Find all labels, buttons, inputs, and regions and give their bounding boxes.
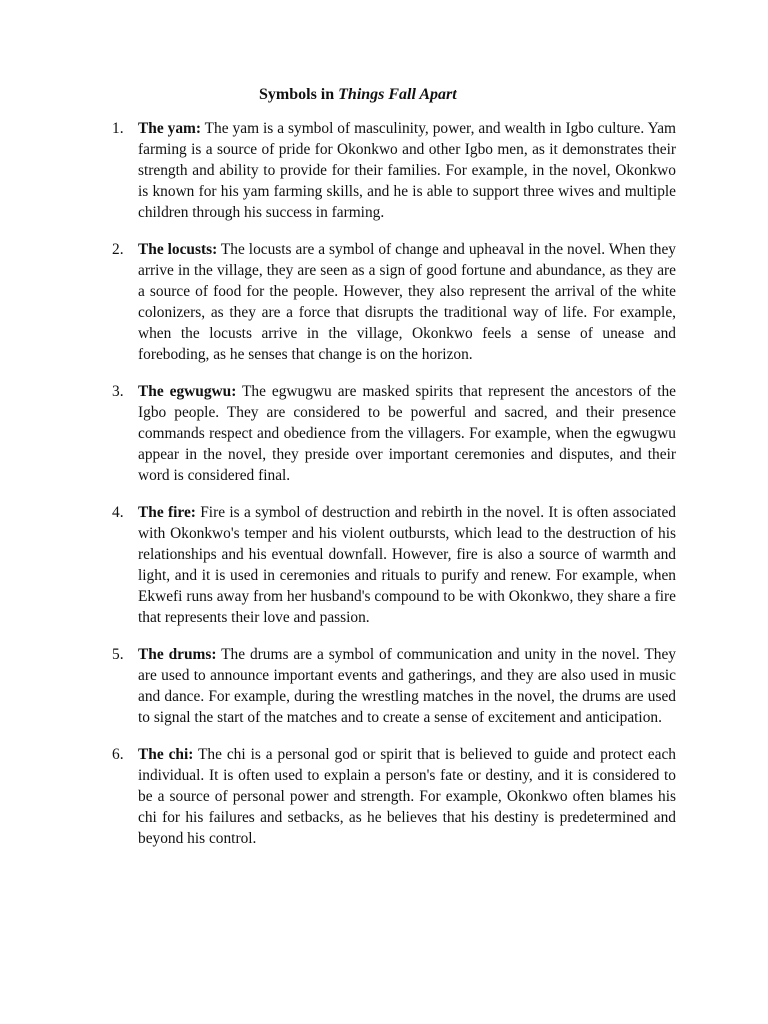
document-title <box>259 85 457 105</box>
list-item <box>0 239 768 365</box>
item-text: The drums are a symbol of communication and unity in the novel. They are used to announce important events and gatherings, and they are also used in music and dance. For example, during the wrestling matches in the novel, the drums are used to signal the start of the matches and to create a sense of excitement and anticipation. <box>138 646 676 726</box>
list-item <box>0 502 768 628</box>
item-heading: The egwugwu: <box>138 383 237 400</box>
symbol-list <box>0 118 768 865</box>
title-prefix: Symbols in <box>259 86 339 103</box>
item-text: The chi is a personal god or spirit that is believed to guide and protect each individual. It is often used to explain a person's fate or destiny, and it is considered to be a source of personal power and strength. For example, Okonkwo often blames his chi for his failures and setbacks, as he believes that his destiny is predetermined and beyond his control. <box>138 746 676 847</box>
item-text: The egwugwu are masked spirits that represent the ancestors of the Igbo people. They are considered to be powerful and sacred, and their presence commands respect and obedience from the villagers. For example, when the egwugwu appear in the novel, they preside over important ceremonies and disputes, and their word is considered final. <box>138 383 677 484</box>
item-text: The locusts are a symbol of change and upheaval in the novel. When they arrive in the village, they are seen as a sign of good fortune and abundance, as they are a source of food for the people. However, they also represent the arrival of the white colonizers, as they are a force that disrupts the traditional way of life. For example, when the locusts arrive in the village, Okonkwo feels a sense of unease and foreboding, as he senses that change is on the horizon. <box>138 241 676 363</box>
item-heading: The fire: <box>138 504 196 521</box>
item-number: 3. <box>112 383 124 400</box>
item-heading: The locusts: <box>138 241 218 258</box>
item-number: 6. <box>112 746 124 763</box>
item-number: 2. <box>112 241 124 258</box>
item-heading: The chi: <box>138 746 194 763</box>
list-item <box>0 381 768 486</box>
list-item <box>0 644 768 728</box>
item-number: 4. <box>112 504 124 521</box>
title-book-name: Things Fall Apart <box>338 86 457 103</box>
item-number: 1. <box>112 120 124 137</box>
list-item <box>0 118 768 223</box>
item-text: The yam is a symbol of masculinity, power, and wealth in Igbo culture. Yam farming is a source of pride for Okonkwo and other Igbo men, as it demonstrates their strength and ability to provide for their families. For example, in the novel, Okonkwo is known for his yam farming skills, and he is able to support three wives and multiple children through his success in farming. <box>138 120 676 221</box>
item-number: 5. <box>112 646 124 663</box>
item-text: Fire is a symbol of destruction and rebirth in the novel. It is often associated with Okonkwo's temper and his violent outbursts, which lead to the destruction of his relationships and his eventual downfall. However, fire is also a source of warmth and light, and it is used in ceremonies and rituals to purify and renew. For example, when Ekwefi runs away from her husband's compound to be with Okonkwo, they share a fire that represents their love and passion. <box>138 504 676 626</box>
list-item <box>0 744 768 849</box>
item-heading: The drums: <box>138 646 217 663</box>
item-heading: The yam: <box>138 120 201 137</box>
